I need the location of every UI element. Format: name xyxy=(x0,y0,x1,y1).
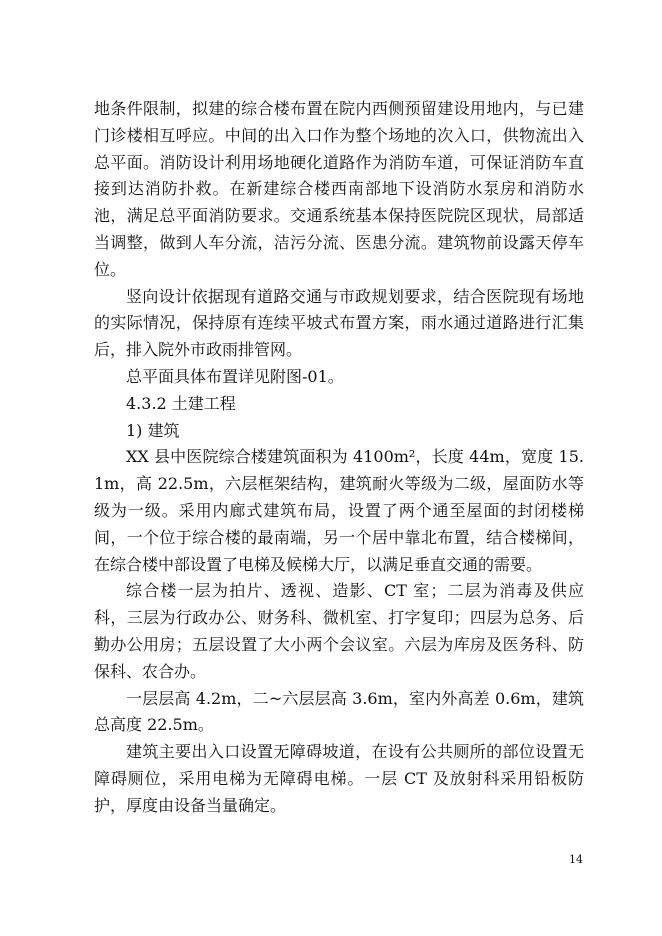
paragraph-building-overview: XX 县中医院综合楼建筑面积为 4100m²，长度 44m，宽度 15.1m，高 22.5m，六层框架结构，建筑耐火等级为二级，屋面防水等级为一级。采用内廊式建筑布局，设置了两个通至屋面的封闭楼梯间，一个位于综合楼的最南端，另一个居中靠北布置，结合楼梯间，在综合楼中部设置了电梯及候梯大厅，以满足垂直交通的需要。 xyxy=(94,447,584,574)
subheading-architecture: 1) 建筑 xyxy=(126,420,180,440)
page-number: 14 xyxy=(569,853,583,866)
section-heading-civil-works: 4.3.2 土建工程 xyxy=(126,393,236,413)
paragraph-accessibility: 建筑主要出入口设置无障碍坡道，在设有公共厕所的部位设置无障碍厕位，采用电梯为无障碍电梯。一层 CT 及放射科采用铅板防护，厚度由设备当量确定。 xyxy=(94,742,584,815)
paragraph-site-layout: 地条件限制，拟建的综合楼布置在院内西侧预留建设用地内，与已建门诊楼相互呼应。中间的出入口作为整个场地的次入口，供物流出入总平面。消防设计利用场地硬化道路作为消防车道，可保证消防车直接到达消防扑救。在新建综合楼西南部地下设消防水泵房和消防水池，满足总平面消防要求。交通系统基本保持医院院区现状，局部适当调整，做到人车分流，洁污分流、医患分流。建筑物前设露天停车位。 xyxy=(94,99,584,279)
paragraph-floor-heights: 一层层高 4.2m，二~六层层高 3.6m，室内外高差 0.6m，建筑总高度 22.5m。 xyxy=(94,688,584,735)
paragraph-plan-reference: 总平面具体布置详见附图-01。 xyxy=(126,366,344,386)
body-text xyxy=(94,96,584,820)
paragraph-vertical-design: 竖向设计依据现有道路交通与市政规划要求，结合医院现有场地的实际情况，保持原有连续平坡式布置方案，雨水通过道路进行汇集后，排入院外市政雨排管网。 xyxy=(94,286,584,360)
paragraph-floor-functions: 综合楼一层为拍片、透视、造影、CT 室；二层为消毒及供应科，三层为行政办公、财务科、微机室、打字复印；四层为总务、后勤办公用房；五层设置了大小两个会议室。六层为库房及医务科、防保科、农合办。 xyxy=(94,581,584,681)
